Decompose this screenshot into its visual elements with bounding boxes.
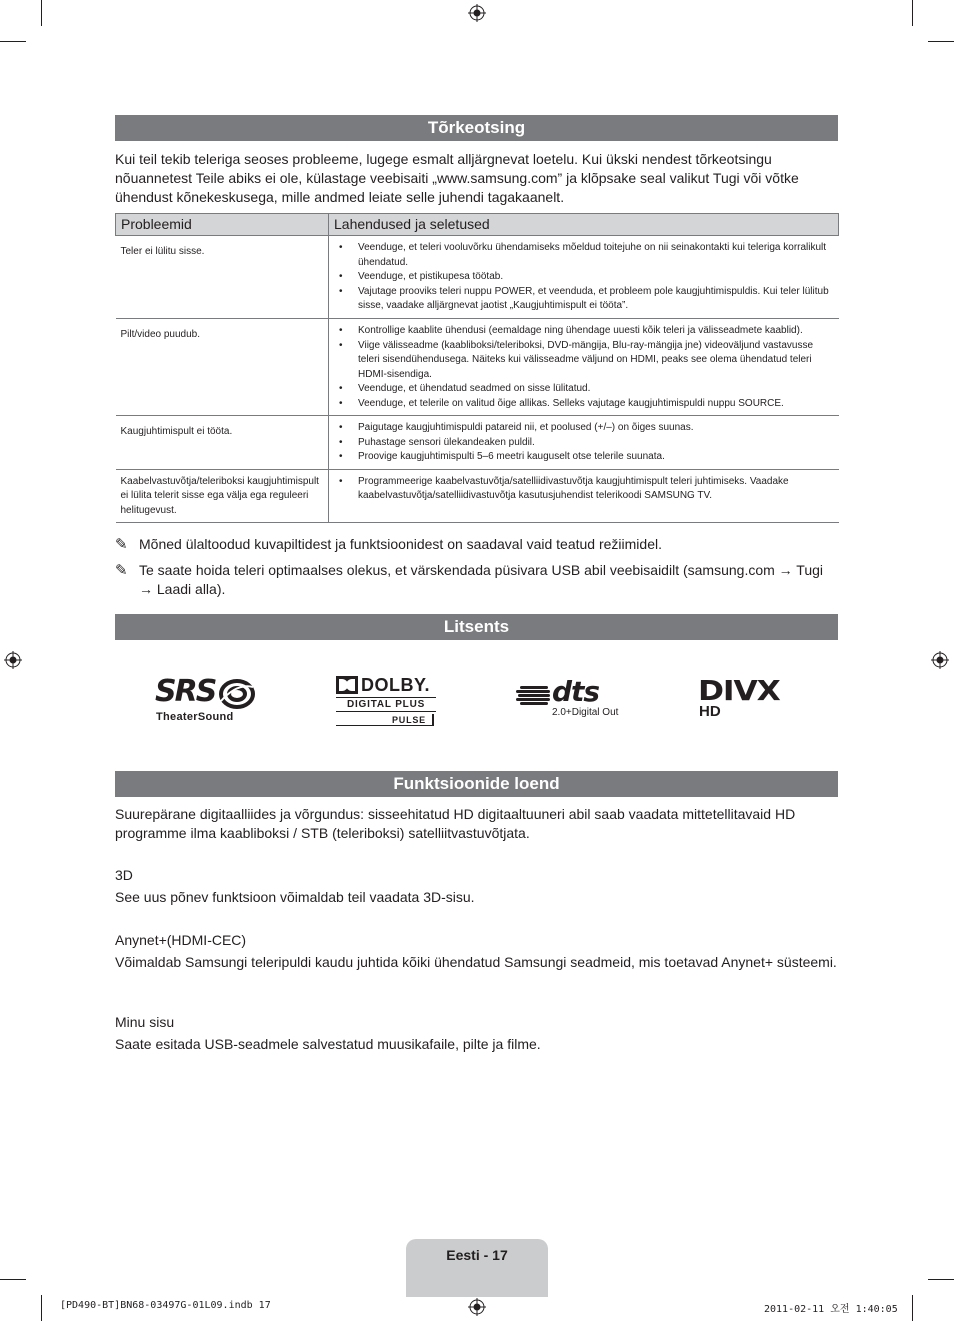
dts-wave-icon (516, 684, 550, 706)
solution-item: • Veenduge, et ühendatud seadmed on sisse lülitatud. (339, 383, 591, 394)
solution-item: • Veenduge, et telerile on valitud õige allikas. Selleks vajutage kaugjuhtimispuldi nuppu SOURCE. (339, 397, 784, 409)
solution-item: • Proovige kaugjuhtimispulti 5–6 meetri kauguselt otse telerile suunata. (339, 451, 665, 462)
crop-mark (0, 1279, 26, 1280)
crop-mark (912, 0, 913, 26)
table-row (116, 469, 839, 523)
dolby-double-d-icon (336, 676, 358, 694)
crop-mark (928, 41, 954, 42)
note (115, 561, 838, 599)
section-title-features: Funktsioonide loend (115, 771, 838, 797)
divx-text: DIVX (698, 674, 780, 707)
solution-item: • Paigutage kaugjuhtimispuldi patareid nii, et poolused (+/–) on õiges suunas. (339, 422, 694, 433)
srs-eye-icon (219, 679, 255, 709)
solution-item: • Puhastage sensori ülekandeaken puldil. (339, 436, 535, 448)
features-intro: Suurepärane digitaalliides ja võrgundus: sisseehitatud HD digitaaltuuneri abil saab vaadata mittetellitavaid HD programme ilma kaabliboksi / STB (teleriboksi) satelliitvastuvõtjata. (115, 806, 796, 841)
note-text: Mõned ülaltoodud kuvapiltidest ja funktsioonidest on saadaval vaid teatud režiimidel. (139, 536, 662, 552)
dolby-digital-plus-text: DIGITAL PLUS (336, 697, 436, 712)
crop-mark (41, 0, 42, 26)
problem-cell: Kaabelvastuvõtja/teleriboksi kaugjuhtimispult ei lülita telerit sisse ega välja ega reguleeri helitugevust. (116, 469, 329, 523)
registration-mark-icon (468, 1298, 486, 1316)
note-text: Te saate hoida teleri optimaalses olekus, et värskendada püsivara USB abil veebisaidilt (samsung.com → Tugi → Laadi alla). (139, 562, 824, 597)
srs-text: SRS (155, 674, 216, 709)
feature-title-3d: 3D (115, 867, 133, 883)
crop-mark (928, 1279, 954, 1280)
registration-mark-icon (468, 4, 486, 22)
solution-item: • Veenduge, et teleri vooluvõrku ühendamiseks mõeldud toitejuhe on nii seinakontakti kui teleriga korralikult ühendatud. (339, 242, 827, 268)
footer-file-info: [PD490-BT]BN68-03497G-01L09.indb 17 (60, 1300, 271, 1311)
solution-item: • Veenduge, et pistikupesa töötab. (339, 271, 504, 282)
problem-cell: Pilt/video puudub. (116, 319, 329, 416)
section-title-licence: Litsents (115, 614, 838, 640)
solution-item: • Vajutage prooviks teleri nuppu POWER, et veenduda, et probleem pole kaugjuhtimispuldis. Kui teler lülitub sisse, vaadake alljärgnevat jaotist „Kaugjuhtimispult ei tööta”. (339, 285, 829, 311)
solution-cell (329, 469, 839, 523)
section-title-troubleshooting: Tõrkeotsing (115, 115, 838, 141)
solution-cell (329, 236, 839, 319)
dolby-pulse-text: PULSE (336, 714, 434, 726)
problem-cell: Kaugjuhtimispult ei tööta. (116, 416, 329, 470)
troubleshooting-intro (115, 150, 838, 207)
solution-item: • Viige välisseadme (kaabliboksi/teleriboksi, DVD-mängija, Blu-ray-mängija jne) videoväljund vastavusse teleri sisendühendusega. Näiteks kui välisseadme väljund on HDMI, peaks see olema ühendatud teleri HDMI-sisendiga. (339, 339, 814, 380)
problem-cell: Teler ei lülitu sisse. (116, 236, 329, 319)
dolby-text: DOLBY. (361, 675, 431, 695)
column-header-problem: Probleemid (116, 214, 329, 236)
registration-mark-icon (4, 651, 22, 669)
table-row (116, 319, 839, 416)
crop-mark (912, 1295, 913, 1321)
table-header-row (116, 214, 839, 236)
intro-text: Kui teil tekib teleriga seoses probleeme, lugege esmalt alljärgnevat loetelu. Kui ükski nendest tõrkeotsingu nõuannetest Teile abiks ei ole, külastage veebisaiti „www.samsung.com” ja klõpsake seal valikut Tugi või võtke ühendust kõnekeskusega, mille andmed leiate selle juhendi tagakaanelt. (115, 151, 799, 205)
dts-text: dts (552, 675, 600, 708)
registration-mark-icon (931, 651, 949, 669)
page-number-label: Eesti - 17 (406, 1239, 548, 1297)
solution-cell (329, 319, 839, 416)
divx-hd-logo (698, 674, 798, 724)
table-row (116, 416, 839, 470)
solution-cell (329, 416, 839, 470)
feature-title-minu-sisu: Minu sisu (115, 1014, 175, 1030)
column-header-solution: Lahendused ja seletused (329, 214, 839, 236)
srs-theatersound-logo (155, 676, 265, 726)
feature-text-3d: See uus põnev funktsioon võimaldab teil vaadata 3D-sisu. (115, 889, 475, 905)
dts-logo (516, 675, 626, 722)
feature-title-anynet: Anynet+(HDMI-CEC) (115, 932, 247, 948)
solution-item: • Programmeerige kaabelvastuvõtja/satelliidivastuvõtja kaugjuhtimispult teleri juhtimiseks. Vaadake kaabelvastuvõtja/satelliidivastuvõtja kasutusjuhendist telerikoodi SAMSUNG TV. (339, 475, 789, 501)
feature-text-anynet: Võimaldab Samsungi teleripuldi kaudu juhtida kõiki ühendatud Samsungi seadmeid, mis toetavad Anynet+ süsteemi. (115, 954, 837, 970)
dolby-digital-plus-logo (336, 676, 438, 728)
note (115, 535, 838, 554)
note-pencil-icon: ✎ (115, 536, 128, 553)
table-row (116, 236, 839, 319)
footer-timestamp: 2011-02-11 오전 1:40:05 (764, 1304, 898, 1315)
divx-hd-text: HD (699, 703, 721, 720)
crop-mark (0, 41, 26, 42)
feature-text-minu-sisu: Saate esitada USB-seadmele salvestatud muusikafaile, pilte ja filme. (115, 1036, 541, 1052)
solution-item: • Kontrollige kaablite ühendusi (eemaldage ning ühendage uuesti kõik teleri ja välisseadmete kaablid). (339, 325, 803, 336)
troubleshooting-table (115, 213, 839, 523)
crop-mark (41, 1295, 42, 1321)
dts-sub-text: 2.0+Digital Out (552, 707, 619, 718)
note-pencil-icon: ✎ (115, 562, 128, 579)
srs-sub-text: TheaterSound (156, 711, 234, 723)
